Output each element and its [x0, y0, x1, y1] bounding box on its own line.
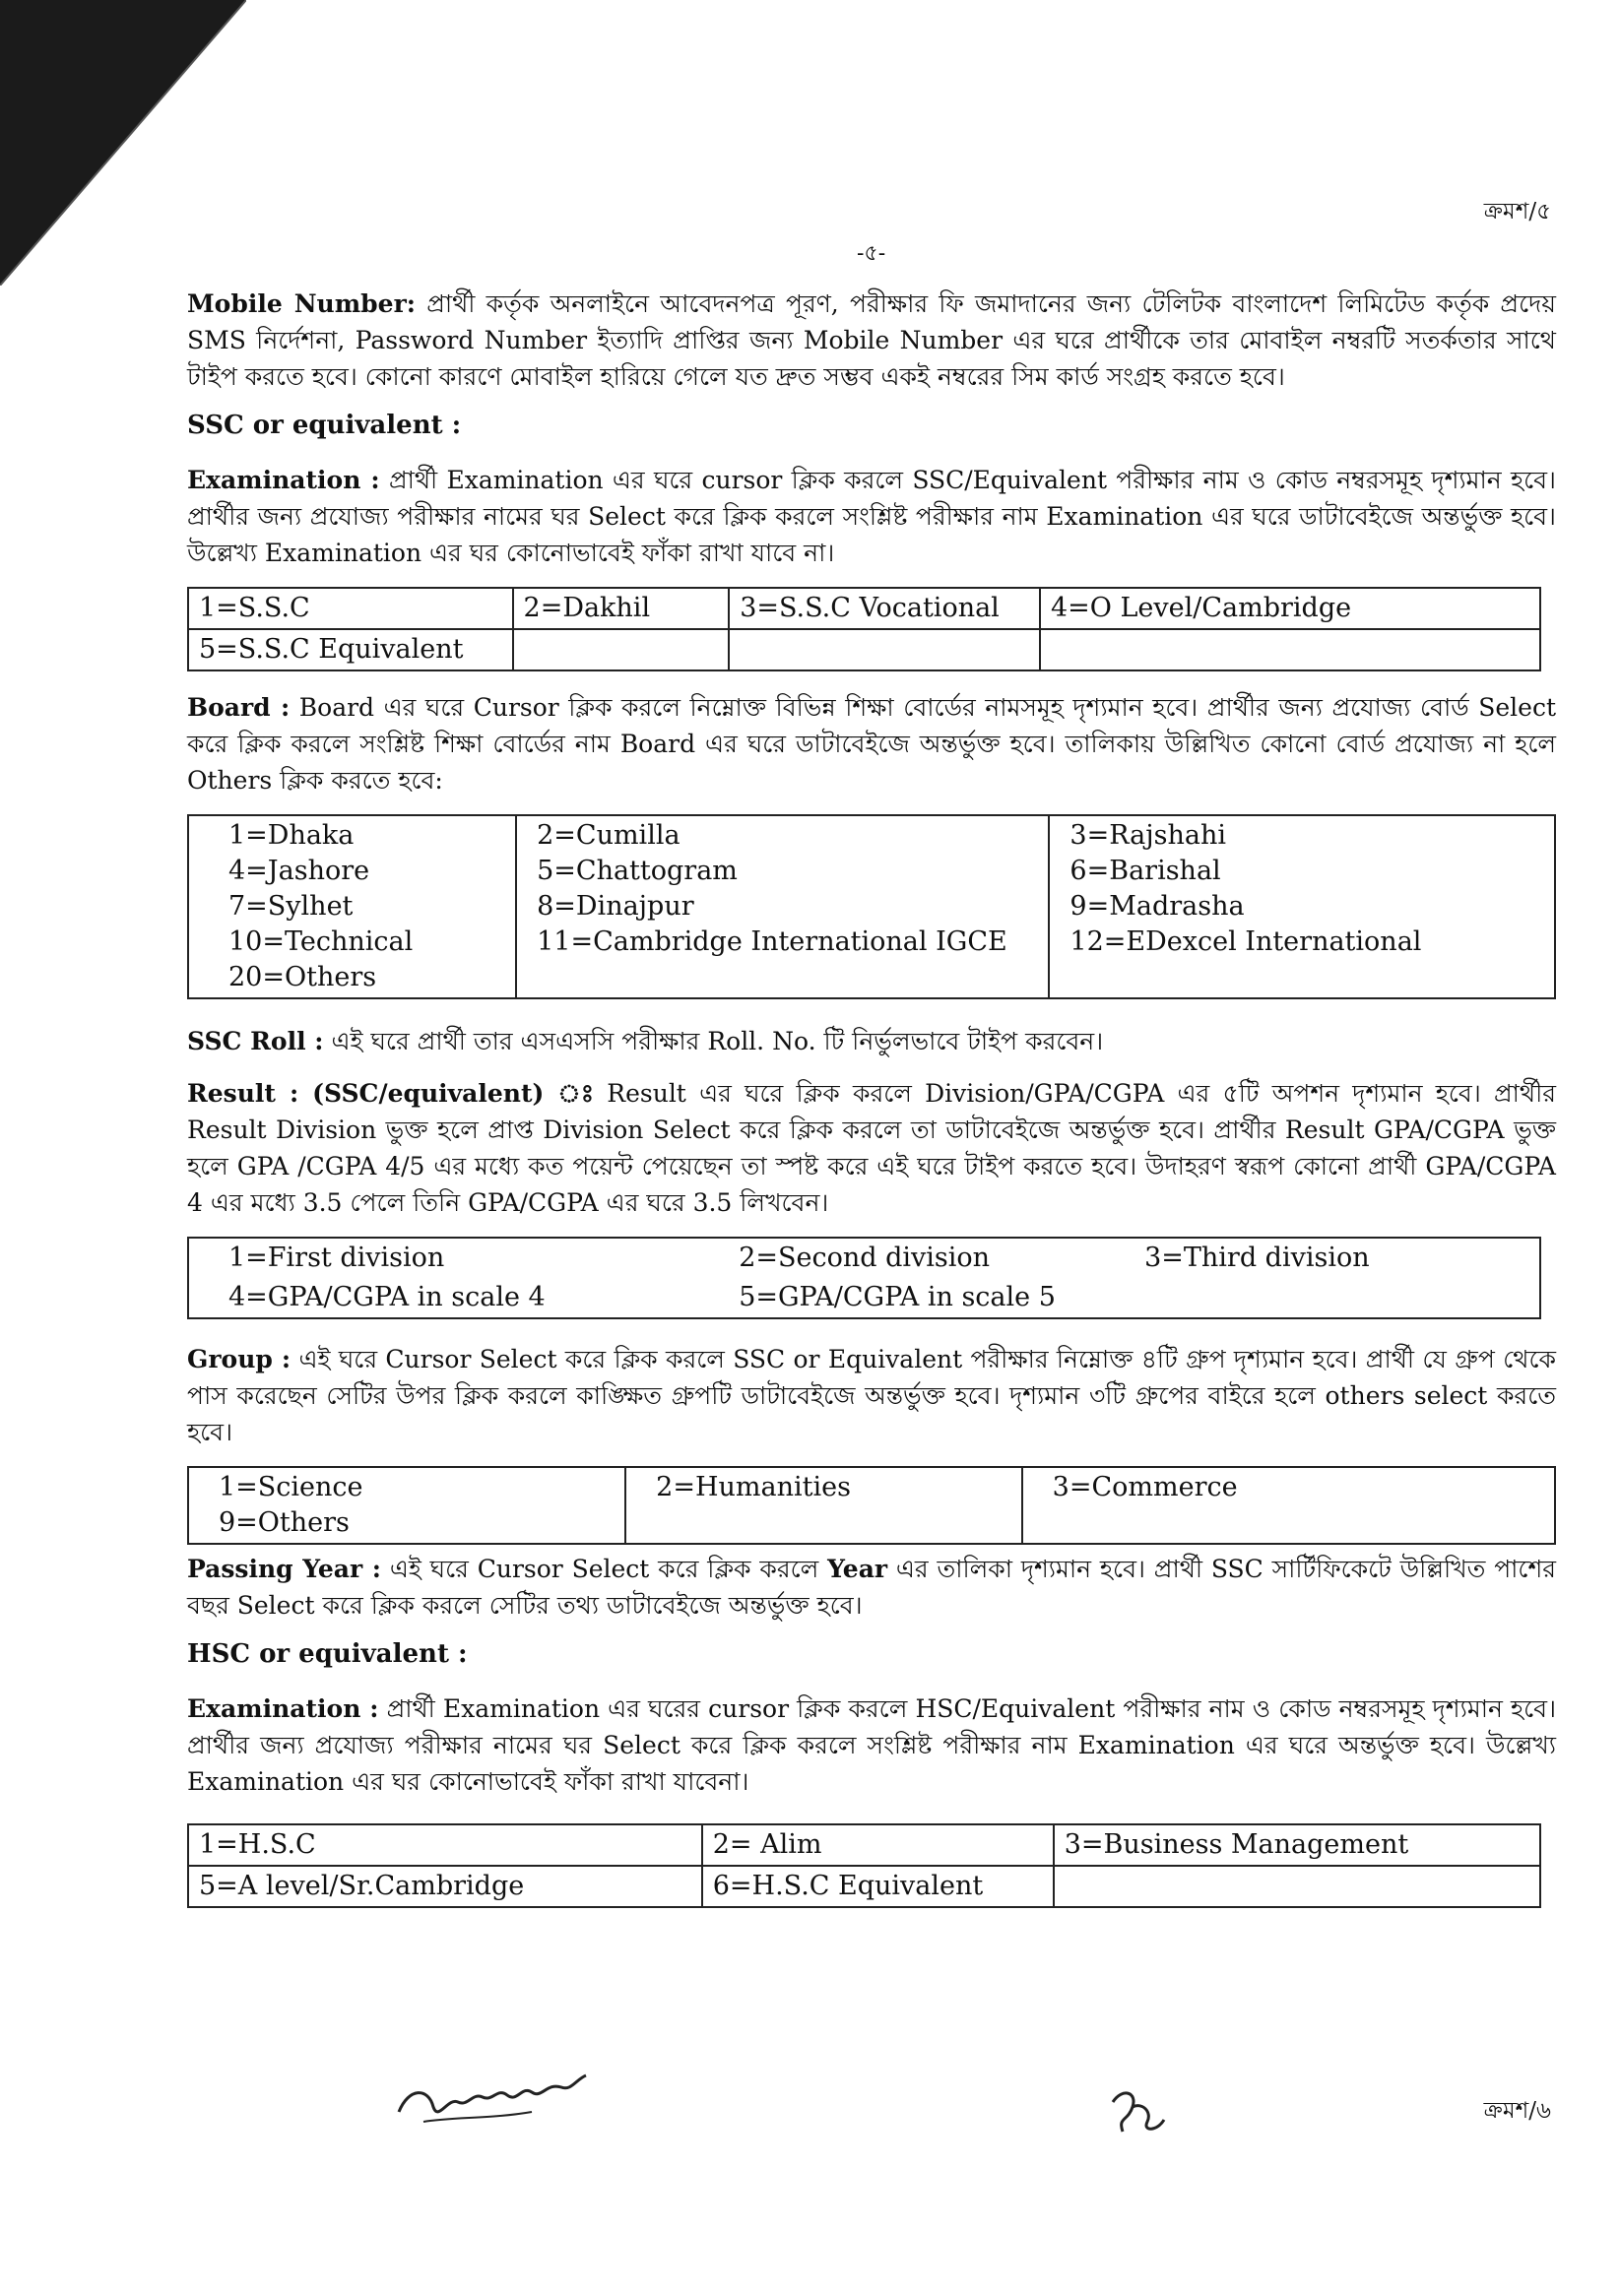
board-option: 10=Technical: [228, 926, 414, 957]
table-cell: 6=H.S.C Equivalent: [702, 1866, 1054, 1907]
table-cell: 2= Alim: [702, 1824, 1054, 1866]
ssc-roll-text: এই ঘরে প্রার্থী তার এসএসসি পরীক্ষার Roll. No. টি নির্ভুলভাবে টাইপ করবেন।: [331, 1027, 1104, 1055]
page-number: -৫-: [857, 241, 886, 266]
table-cell: [188, 1467, 625, 1544]
mobile-number-section: [187, 286, 1556, 395]
table-row: [188, 1467, 1555, 1544]
board-title: Board :: [187, 693, 291, 722]
board-option: 5=Chattogram: [537, 856, 738, 886]
table-row: [188, 1866, 1540, 1907]
ssc-heading: SSC or equivalent :: [187, 411, 462, 440]
mobile-number-text: প্রার্থী কর্তৃক অনলাইনে আবেদনপত্র পূরণ, পরীক্ষার ফি জমাদানের জন্য টেলিটক বাংলাদেশ লিমিটেড কর্তৃক প্রদেয় SMS নির্দেশনা, Password Number ইত্যাদি প্রাপ্তির জন্য Mobile Number এর ঘরে প্রার্থীকে তার মোবাইল নম্বরটি সতর্কতার সাথে টাইপ করতে হবে। কোনো কারণে মোবাইল হারিয়ে গেলে যত দ্রুত সম্ভব একই নম্বরের সিম কার্ড সংগ্রহ করতে হবে।: [187, 289, 1556, 391]
passing-year-text-a: এই ঘরে Cursor Select করে ক্লিক করলে: [389, 1555, 819, 1583]
table-cell: 3=S.S.C Vocational: [729, 588, 1040, 629]
table-cell: [1134, 1278, 1540, 1318]
result-section: [187, 1075, 1556, 1221]
group-option: 3=Commerce: [1052, 1472, 1238, 1502]
table-cell: [516, 815, 1049, 998]
board-option: 8=Dinajpur: [537, 891, 694, 922]
ssc-roll-section: [187, 1023, 1556, 1059]
passing-year-text-b: এর তালিকা দৃশ্যমান হবে। প্রার্থী SSC সার্টিফিকেটে উল্লিখিত পাশের বছর Select করে ক্লিক করলে সেটির তথ্য ডাটাবেইজে অন্তর্ভুক্ত হবে।: [187, 1555, 1557, 1620]
scan-corner-shadow: [0, 0, 246, 286]
table-cell: 1=S.S.C: [188, 588, 513, 629]
table-cell: [188, 815, 516, 998]
result-options-table: [187, 1237, 1541, 1319]
hsc-heading: HSC or equivalent :: [187, 1639, 468, 1669]
group-section: [187, 1341, 1556, 1450]
table-cell: 5=S.S.C Equivalent: [188, 629, 513, 670]
hsc-examination-section: [187, 1690, 1556, 1800]
signature-initials: [1103, 2082, 1172, 2141]
passing-year-title: Passing Year :: [187, 1555, 381, 1583]
mobile-number-title: Mobile Number:: [187, 289, 416, 318]
table-cell: [1022, 1467, 1555, 1544]
board-option: 20=Others: [228, 962, 377, 992]
continued-label: ক্রমশ/৫: [1483, 199, 1551, 224]
hsc-examination-options-table: [187, 1823, 1541, 1908]
table-row: [188, 629, 1540, 670]
table-cell: 4=GPA/CGPA in scale 4: [228, 1282, 546, 1312]
group-title: Group :: [187, 1345, 292, 1373]
hsc-examination-text: প্রার্থী Examination এর ঘরের cursor ক্লিক করলে HSC/Equivalent পরীক্ষার নাম ও কোড নম্বরসমূহ দৃশ্যমান হবে। প্রার্থীর জন্য প্রযোজ্য পরীক্ষার নামের ঘর Select করে ক্লিক করলে সংশ্লিষ্ট পরীক্ষার নাম Examination এর ঘরে অন্তর্ভুক্ত হবে। উল্লেখ্য Examination এর ঘর কোনোভাবেই ফাঁকা রাখা যাবেনা।: [187, 1694, 1557, 1796]
table-cell: 3=Third division: [1144, 1243, 1370, 1273]
table-cell: 3=Business Management: [1054, 1824, 1540, 1866]
group-text: এই ঘরে Cursor Select করে ক্লিক করলে SSC or Equivalent পরীক্ষার নিম্নোক্ত ৪টি গ্রুপ দৃশ্যমান হবে। প্রার্থী যে গ্রুপ থেকে পাস করেছেন সেটির উপর ক্লিক করলে কাঙ্ক্ষিত গ্রুপটি ডাটাবেইজে অন্তর্ভুক্ত হবে। দৃশ্যমান ৩টি গ্রুপের বাইরে হলে others select করতে হবে।: [187, 1345, 1556, 1446]
continued-label-footer: ক্রমশ/৬: [1483, 2098, 1551, 2124]
table-cell: [729, 629, 1040, 670]
table-cell: [1054, 1866, 1540, 1907]
result-text: Result এর ঘরে ক্লিক করলে Division/GPA/CGPA এর ৫টি অপশন দৃশ্যমান হবে। প্রার্থীর Result Division ভুক্ত হলে প্রাপ্ত Division Select করে ক্লিক করলে তা ডাটাবেইজে অন্তর্ভুক্ত হবে। প্রার্থীর Result GPA/CGPA ভুক্ত হলে GPA /CGPA 4/5 এর মধ্যে কত পয়েন্ট পেয়েছেন তা স্পষ্ট করে এই ঘরে টাইপ করতে হবে। উদাহরণ স্বরূপ কোনো প্রার্থী GPA/CGPA 4 এর মধ্যে 3.5 পেলে তিনি GPA/CGPA এর ঘরে 3.5 লিখবেন।: [187, 1079, 1556, 1217]
passing-year-bold-word: Year: [827, 1555, 888, 1583]
table-cell: 1=First division: [228, 1243, 445, 1273]
table-cell: [625, 1467, 1022, 1544]
table-row: [188, 588, 1540, 629]
table-row: [188, 1238, 1540, 1278]
ssc-roll-title: SSC Roll :: [187, 1027, 324, 1055]
group-option: 2=Humanities: [656, 1472, 851, 1502]
board-option: 11=Cambridge International IGCE: [537, 926, 1007, 957]
table-cell: [1040, 629, 1540, 670]
table-cell: [1049, 815, 1555, 998]
board-section: [187, 689, 1556, 798]
ssc-examination-options-table: [187, 587, 1541, 671]
table-row: [188, 815, 1555, 998]
board-option: 3=Rajshahi: [1069, 820, 1227, 851]
table-cell: 2=Dakhil: [513, 588, 730, 629]
passing-year-section: [187, 1551, 1556, 1624]
ssc-examination-text: প্রার্থী Examination এর ঘরে cursor ক্লিক করলে SSC/Equivalent পরীক্ষার নাম ও কোড নম্বরসমূহ দৃশ্যমান হবে। প্রার্থীর জন্য প্রযোজ্য পরীক্ষার নামের ঘর Select করে ক্লিক করলে সংশ্লিষ্ট পরীক্ষার নাম Examination এর ঘরে ডাটাবেইজে অন্তর্ভুক্ত হবে। উল্লেখ্য Examination এর ঘর কোনোভাবেই ফাঁকা রাখা যাবে না।: [187, 466, 1556, 567]
board-option: 7=Sylhet: [228, 891, 354, 922]
board-text: Board এর ঘরে Cursor ক্লিক করলে নিম্নোক্ত বিভিন্ন শিক্ষা বোর্ডের নামসমূহ দৃশ্যমান হবে। প্রার্থীর জন্য প্রযোজ্য বোর্ড Select করে ক্লিক করলে সংশ্লিষ্ট শিক্ষা বোর্ডের নাম Board এর ঘরে ডাটাবেইজে অন্তর্ভুক্ত হবে। তালিকায় উল্লিখিত কোনো বোর্ড প্রযোজ্য না হলে Others ক্লিক করতে হবে:: [187, 693, 1556, 795]
signature-left: [394, 2068, 591, 2137]
board-options-table: [187, 814, 1556, 999]
board-option: 9=Madrasha: [1069, 891, 1245, 922]
board-option: 2=Cumilla: [537, 820, 680, 851]
ssc-examination-section: [187, 462, 1556, 571]
result-title: Result : (SSC/equivalent) ঃ: [187, 1079, 595, 1108]
board-option: 4=Jashore: [228, 856, 370, 886]
table-row: [188, 1278, 1540, 1318]
table-cell: 5=GPA/CGPA in scale 5: [739, 1282, 1056, 1312]
table-cell: 1=H.S.C: [188, 1824, 702, 1866]
document-body: [187, 286, 1556, 1926]
ssc-examination-title: Examination :: [187, 466, 380, 494]
board-option: 6=Barishal: [1069, 856, 1221, 886]
group-options-table: [187, 1466, 1556, 1545]
table-cell: [513, 629, 730, 670]
hsc-examination-title: Examination :: [187, 1694, 379, 1723]
table-cell: 2=Second division: [739, 1243, 991, 1273]
table-cell: 4=O Level/Cambridge: [1040, 588, 1540, 629]
group-option: 9=Others: [219, 1507, 350, 1538]
table-row: [188, 1824, 1540, 1866]
table-cell: 5=A level/Sr.Cambridge: [188, 1866, 702, 1907]
board-option: 1=Dhaka: [228, 820, 355, 851]
board-option: 12=EDexcel International: [1069, 926, 1422, 957]
group-option: 1=Science: [219, 1472, 363, 1502]
